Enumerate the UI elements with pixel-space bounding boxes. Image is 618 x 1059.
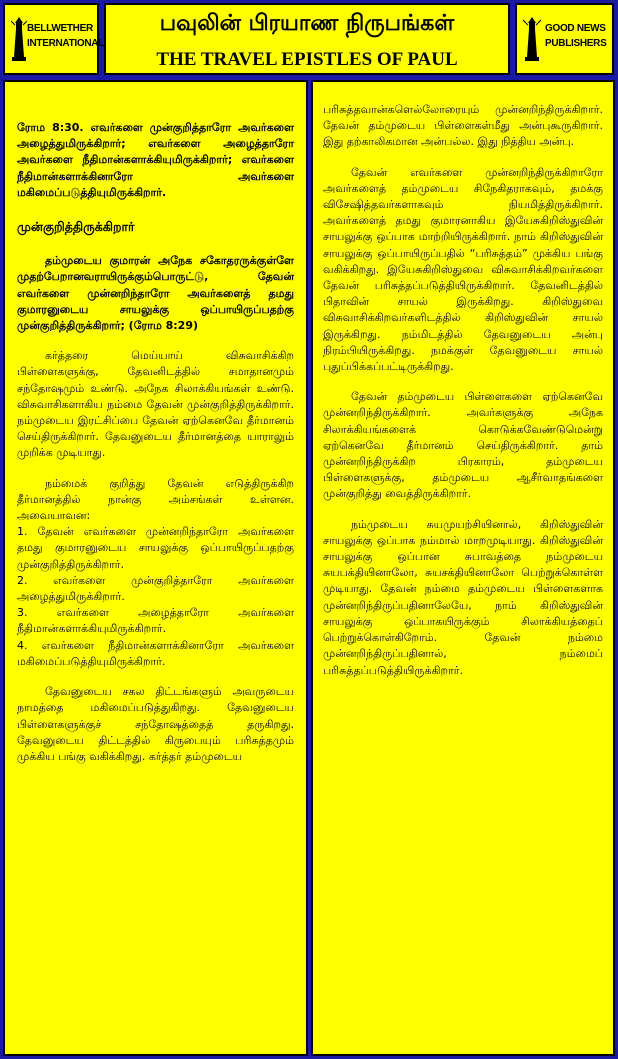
bellwether-logo-text (27, 21, 104, 51)
body-paragraph: நம்முடைய சுயமுயற்சியினால், கிறிஸ்துவின் சாயலுக்கு ஒப்பாக நம்மால் மாறமுடியாது. கிறிஸ்துவின் சாயலுக்கு ஒப்பான சுபாவத்தை நம்முடைய சுயபக்தியினாலோ, சுயசக்தியினாலோ பெற்றுக்கொள்ள முடியாது. தேவன் நம்மை தம்முடைய பிள்ளைகளாக முன்னறிந்திருப்பதினாலேயே, நாம் கிறிஸ்துவின் சாயலுக்கு ஒப்பாகயிருக்கும் சிலாக்கியத்தைப் பெற்றுக்கொள்கிறோம். தேவன் நம்மை முன்னறிந்திருப்பதினால், நம்மைப் பரிசுத்தப்படுத்தியிருக்கிறார். (323, 517, 603, 677)
logo-line: BELLWETHER (27, 23, 93, 34)
logo-line: PUBLISHERS (545, 38, 607, 49)
logo-line: GOOD NEWS (545, 23, 606, 34)
list-item: 4. எவர்களை நீதிமான்களாக்கினாரோ அவர்களை மகிமைப்படுத்தியுமிருக்கிறார். (17, 638, 294, 668)
body-paragraph: தேவனுடைய சகல திட்டங்களும் அவருடைய நாமத்தை மகிமைப்படுத்துகிறது. தேவனுடைய பிள்ளைகளுக்குச் சந்தோஷத்தைத் தருகிறது. தேவனுடைய திட்டத்தில் கிருபையும் பரிசுத்தமும் முக்கிய பங்கு வகிக்கிறது. கர்த்தர் தம்முடைய (17, 685, 294, 763)
body-paragraph: தேவன் தம்முடைய பிள்ளைகளை ஏற்கெனவே முன்னறிந்திருக்கிறார். அவர்களுக்கு அநேக சிலாக்கியங்களைக் கொடுக்கவேண்டுமென்று ஏற்கெனவே தீர்மானம் செய்திருக்கிறார். தாம் முன்னறிந்திருக்கிற பிரகாரம், தம்முடைய பிள்ளைகளுக்கு, தம்முடைய ஆசீர்வாதங்களை முன்குறித்து வைத்திருக்கிறார். (323, 390, 603, 501)
verse-quote: ரோம 8:30. எவர்களை முன்குறித்தாரோ அவர்களை அழைத்துமிருக்கிறார்; எவர்களை அழைத்தாரோ அவர்களை நீதிமான்களாக்கியுமிருக்கிறார்; எவர்களை நீதிமான்களாக்கினாரோ அவர்களை மகிமைப்படுத்தியுமிருக்கிறார். (17, 121, 294, 199)
left-column (3, 80, 308, 1056)
page-title-tamil: பவுலின் பிரயாண நிருபங்கள் (159, 11, 455, 36)
lighthouse-icon (523, 15, 541, 63)
key-verse-paragraph: தம்முடைய குமாரன் அநேக சகோதரருக்குள்ளே முதற்பேறானவராயிருக்கும்பொருட்டு, தேவன் எவர்களை முன்னறிந்தாரோ அவர்களைத் தமது குமாரனுடைய சாயலுக்கு ஒப்பாயிருப்பதற்கு முன்குறித்திருக்கிறார்; (ரோம 8:29) (17, 254, 294, 333)
body-paragraph: பரிசுத்தவான்களெல்லோரையும் முன்னறிந்திருக்கிறார். தேவன் தம்முடைய பிள்ளைகள்மீது அன்புகூருகிறார். இது தற்காலிகமான அன்பல்ல. இது நித்திய அன்பு. (323, 103, 603, 149)
section-heading: முன்குறித்திருக்கிறார் (17, 219, 135, 235)
logo-line: INTERNATIONAL (27, 38, 105, 49)
good-news-logo (515, 3, 614, 75)
body-paragraph: நம்மைக் குறித்து தேவன் எடுத்திருக்கிற தீர்மானத்தில் நான்கு அம்சங்கள் உள்ளன. அவையாவன: (17, 476, 294, 523)
page-title-english: THE TRAVEL EPISTLES OF PAUL (156, 49, 458, 70)
list-item: 2. எவர்களை முன்குறித்தாரோ அவர்களை அழைத்துமிருக்கிறார். (17, 573, 294, 604)
body-paragraph: கர்த்தரை மெய்யாய் விசுவாசிக்கிற பிள்ளைகளுக்கு, தேவனிடத்தில் சமாதானமும் சந்தோஷமும் உண்டு. அநேக சிலாக்கியங்கள் உண்டு. விசுவாசிகளாகிய நம்மை தேவன் முன்குறித்திருக்கிறார். நம்முடைய இரட்சிப்பை தேவன் ஏற்கெனவே தீர்மானம் செய்திருக்கிறார். தேவனுடைய தீர்மானத்தை யாராலும் முறிக்க முடியாது. (17, 349, 294, 460)
bellwether-logo (3, 3, 105, 75)
title-banner (104, 3, 510, 75)
good-news-logo-text (545, 21, 606, 51)
right-column (311, 80, 615, 1056)
lighthouse-icon (11, 15, 27, 63)
list-item: 3. எவர்களை அழைத்தாரோ அவர்களை நீதிமான்களாக்கியுமிருக்கிறார். (17, 606, 294, 636)
body-paragraph: தேவன் எவர்களை முன்னறிந்திருக்கிறாரோ அவர்களைத் தம்முடைய சிநேகிதராகவும், தமக்கு விசேஷித்தவர்களாகவும் நியமித்திருக்கிறார். அவர்களைத் தமது குமாரனாகிய இயேசுகிறிஸ்துவின் சாயலுக்கு ஒப்பாக மாற்றியிருக்கிறார். நாம் கிறிஸ்துவின் சாயலுக்கு ஒப்பாயிருப்பதில் “பரிசுத்தம்” முக்கிய பங்கு வகிக்கிறது. இயேசுகிறிஸ்துவை விசுவாசிக்கிறவர்களை தேவன் பரிசுத்தப்படுத்தியிருக்கிறார். தேவனிடத்தில் பிதாவின் சாயல் இருக்கிறது. கிறிஸ்துவை விசுவாசிக்கிறவர்களிடத்தில் கிறிஸ்துவின் சாயல் இருக்கிறது. நம்மிடத்தில் தேவனுடைய அன்பு நிரம்பியிருக்கிறது. நமக்குள் தேவனுடைய சாயல் புதுப்பிக்கப்பட்டிருக்கிறது. (323, 165, 603, 374)
list-item: 1. தேவன் எவர்களை முன்னறிந்தாரோ அவர்களை தமது குமாரனுடைய சாயலுக்கு ஒப்பாயிருப்பதற்கு முன்குறித்திருக்கிறார். (17, 525, 294, 571)
